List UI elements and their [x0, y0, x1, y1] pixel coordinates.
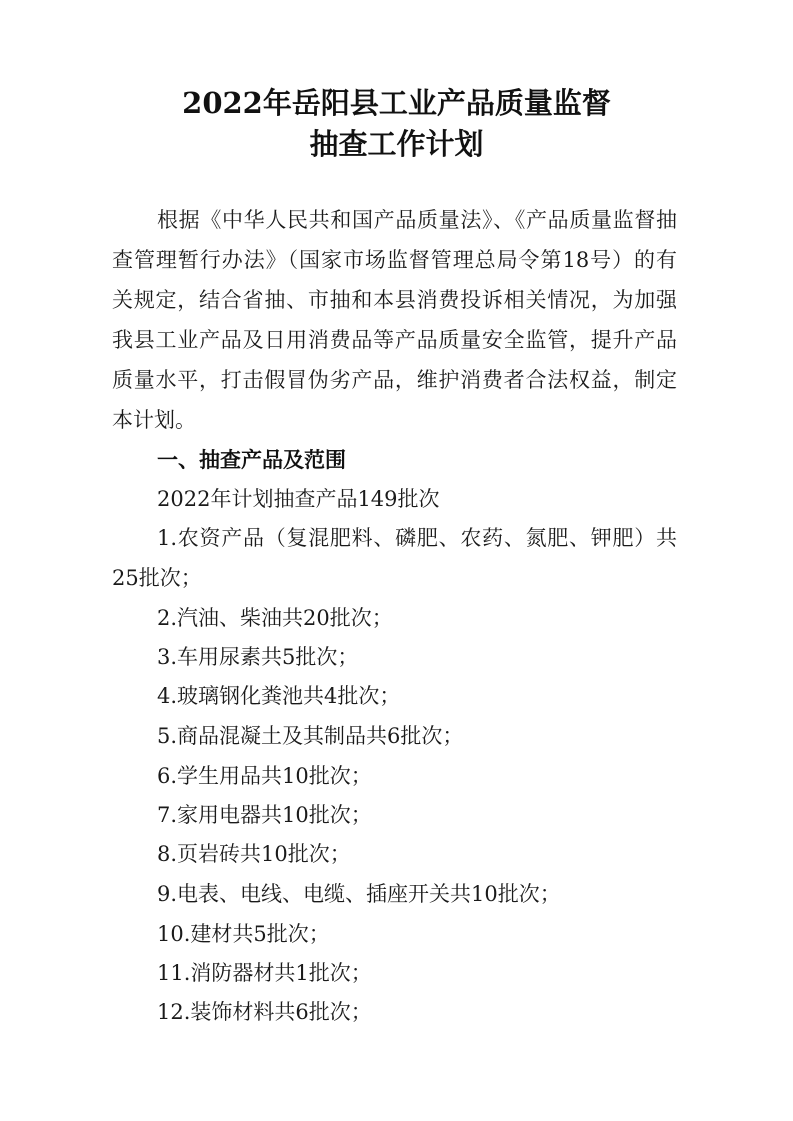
- list-item: 11.消防器材共1批次；: [157, 961, 372, 985]
- list-item: 10.建材共5批次；: [157, 922, 330, 946]
- list-item: 5.商品混凝土及其制品共6批次；: [157, 724, 464, 748]
- list-item: 1.农资产品（复混肥料、磷肥、农药、氮肥、钾肥）共: [157, 526, 677, 550]
- intro-line-6: 本计划。: [112, 408, 196, 432]
- intro-line-2: 查管理暂行办法》（国家市场监督管理总局令第18号）的有: [112, 248, 677, 272]
- plan-total: 2022年计划抽查产品149批次: [157, 487, 440, 511]
- intro-line-3: 关规定，结合省抽、市抽和本县消费投诉相关情况，为加强: [112, 288, 677, 312]
- intro-line-5: 质量水平，打击假冒伪劣产品，维护消费者合法权益，制定: [112, 368, 677, 392]
- list-item: 12.装饰材料共6批次；: [157, 1000, 372, 1024]
- section-heading: 一、抽查产品及范围: [157, 448, 346, 472]
- list-item: 9.电表、电线、电缆、插座开关共10批次；: [157, 882, 561, 906]
- list-item: 3.车用尿素共5批次；: [157, 645, 359, 669]
- list-item: 4.玻璃钢化粪池共4批次；: [157, 684, 401, 708]
- document-title-line-1: 2022年岳阳县工业产品质量监督: [182, 86, 611, 120]
- list-item: 2.汽油、柴油共20批次；: [157, 606, 393, 630]
- list-item: 6.学生用品共10批次；: [157, 764, 372, 788]
- intro-line-4: 我县工业产品及日用消费品等产品质量安全监管，提升产品: [112, 328, 677, 352]
- list-item: 25批次；: [112, 566, 202, 590]
- intro-line-1: 根据《中华人民共和国产品质量法》、《产品质量监督抽: [157, 208, 677, 232]
- list-item: 8.页岩砖共10批次；: [157, 842, 351, 866]
- document-title-line-2: 抽查工作计划: [309, 127, 484, 161]
- list-item: 7.家用电器共10批次；: [157, 803, 372, 827]
